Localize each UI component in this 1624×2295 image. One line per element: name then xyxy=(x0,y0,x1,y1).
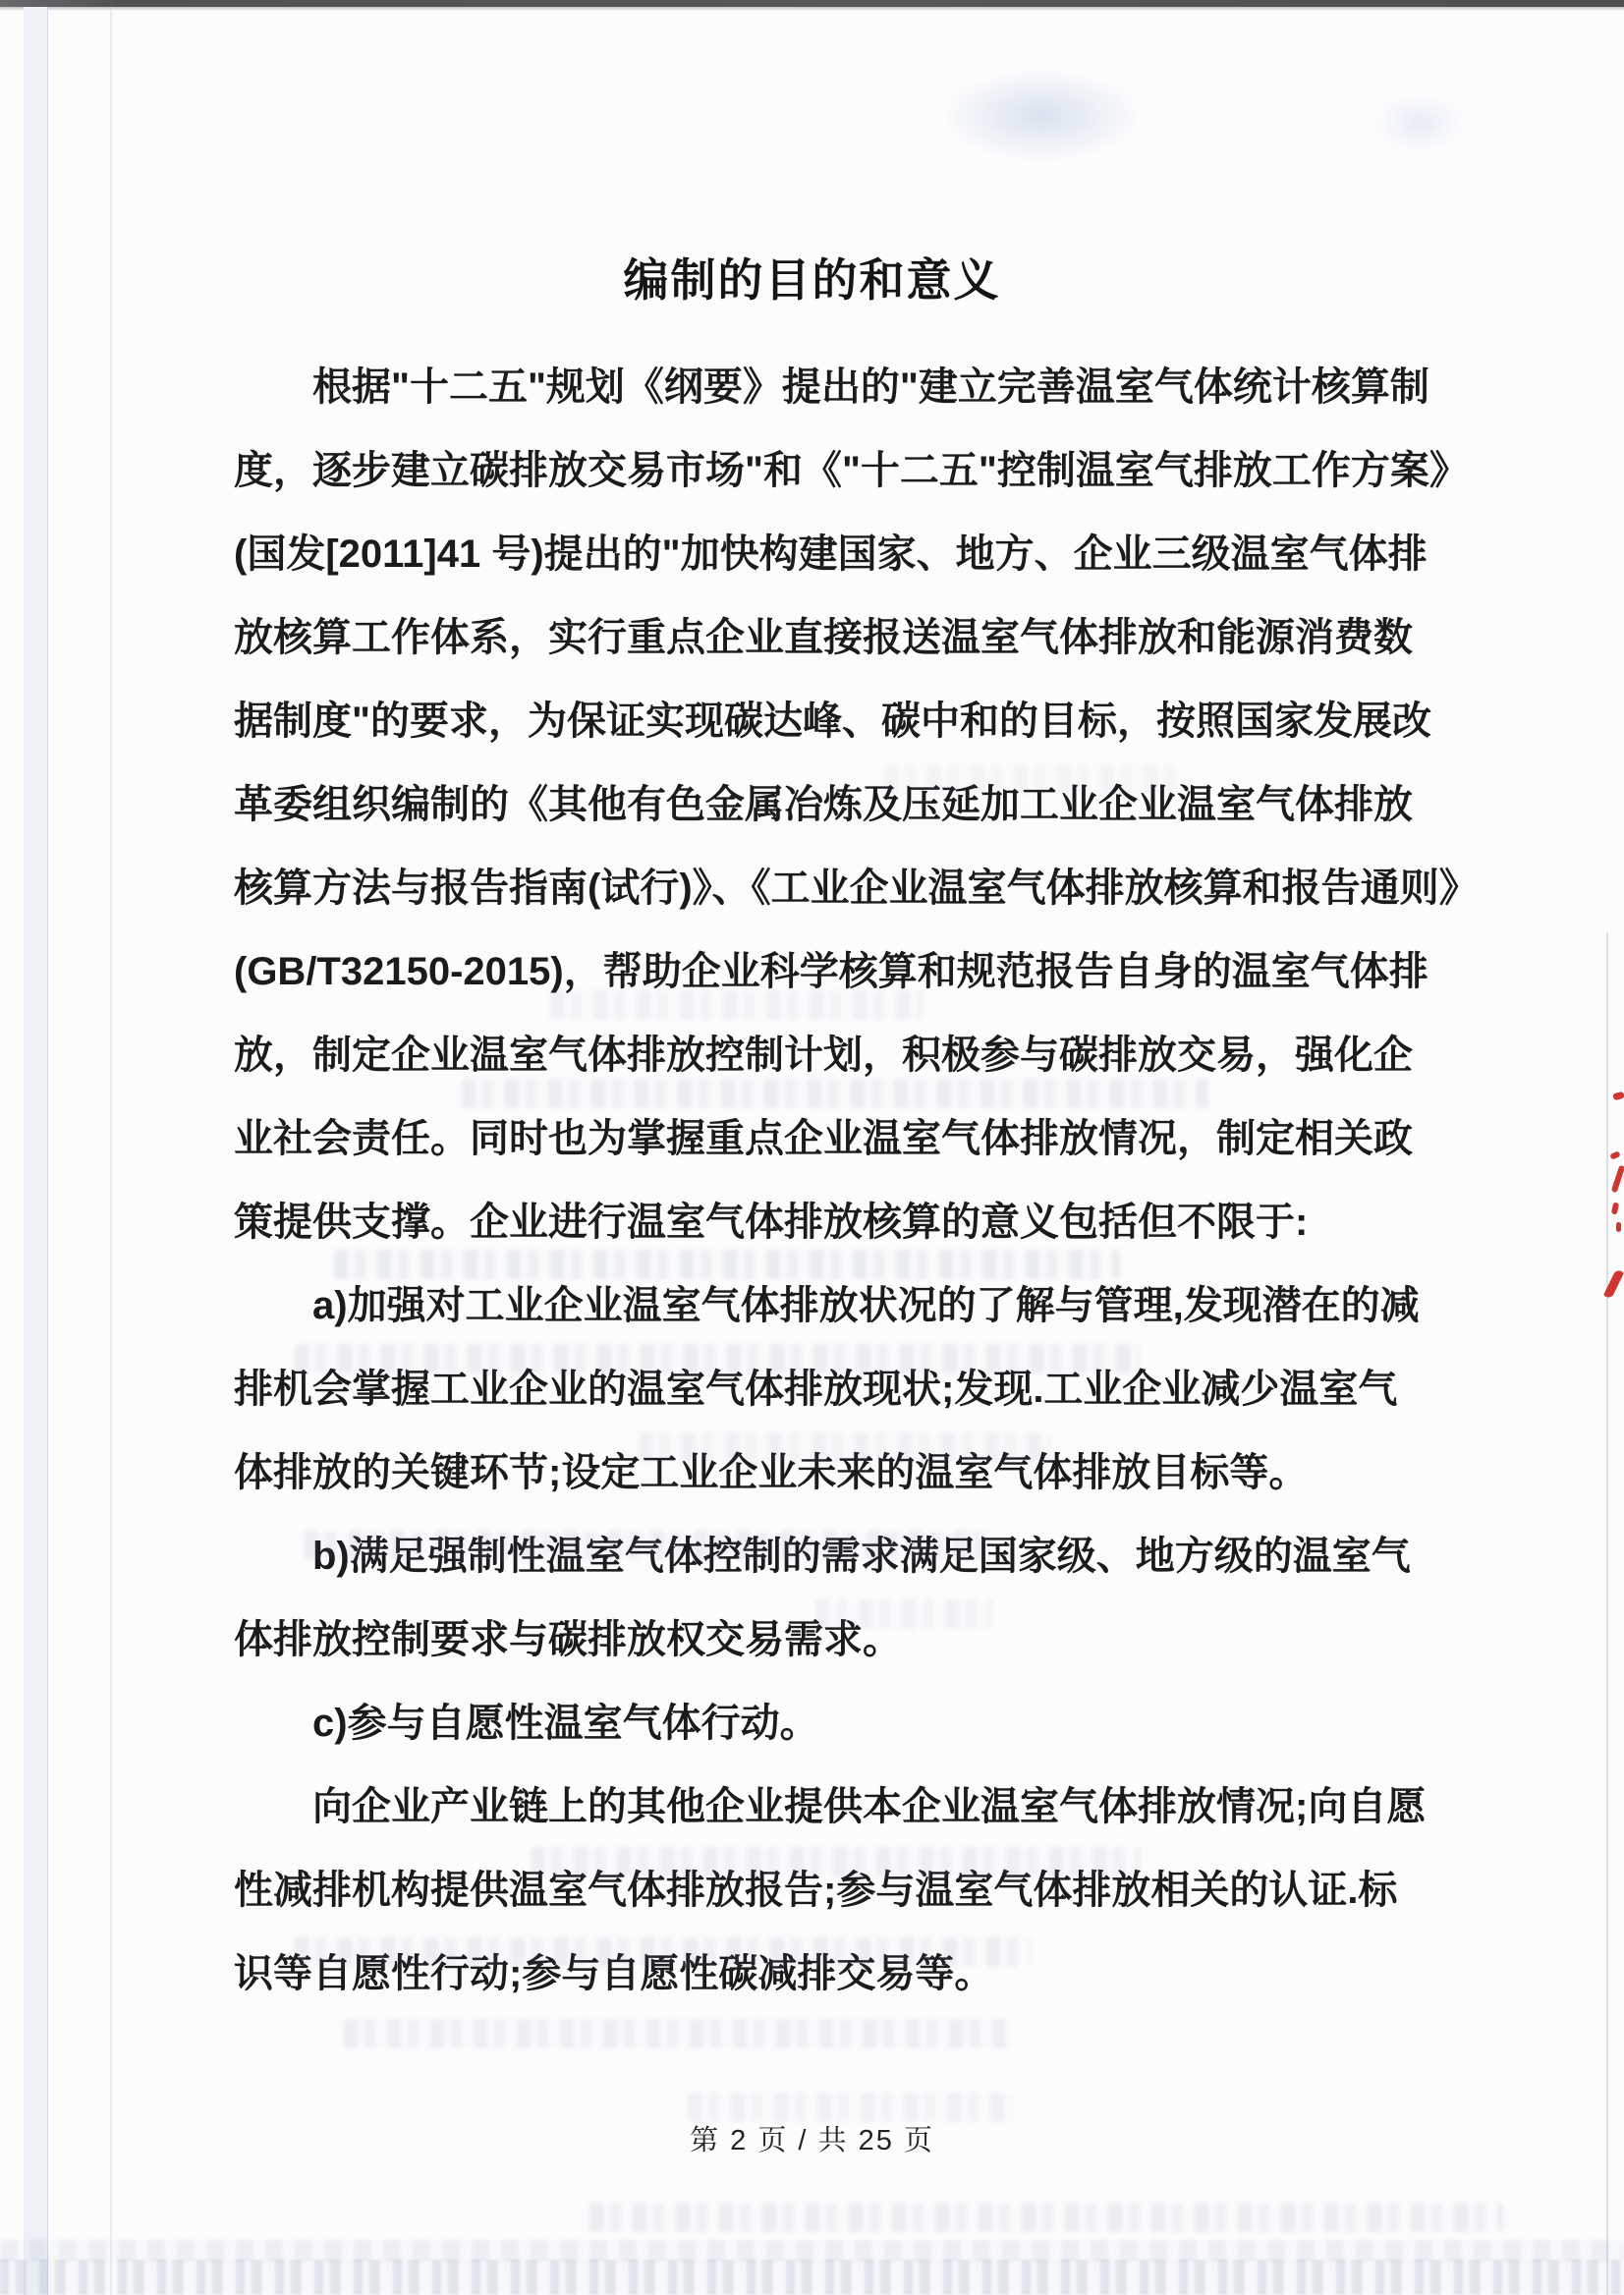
body-line: a)加强对工业企业温室气体排放状况的了解与管理,发现潜在的减 xyxy=(234,1284,1420,1327)
bleed-ghost-row xyxy=(688,2093,1012,2122)
scan-left-hairline xyxy=(110,7,112,2295)
bleed-ghost-row xyxy=(295,1344,1140,1373)
body-line: 度，逐步建立碳排放交易市场"和《"十二五"控制温室气排放工作方案》 xyxy=(234,449,1469,492)
body-line: c)参与自愿性温室气体行动。 xyxy=(234,1702,819,1745)
body-line: 识等自愿性行动;参与自愿性碳减排交易等。 xyxy=(234,1952,994,1995)
bottom-scan-band xyxy=(0,2260,1624,2295)
bleed-ghost-row xyxy=(305,1531,992,1560)
scan-top-edge-shadow xyxy=(0,7,1624,11)
body-line: 放，制定企业温室气体排放控制计划，积极参与碳排放交易，强化企 xyxy=(234,1034,1413,1077)
document-title: 编制的目的和意义 xyxy=(623,254,1001,306)
bleed-ghost-row xyxy=(815,1599,992,1629)
body-line: 体排放控制要求与碳排放权交易需求。 xyxy=(234,1618,902,1661)
scan-smudge xyxy=(1375,93,1464,152)
bleed-ghost-row xyxy=(884,764,1179,794)
body-line: (GB/T32150-2015)，帮助企业科学核算和规范报告自身的温室气体排 xyxy=(234,950,1428,993)
bleed-ghost-row xyxy=(639,1432,1051,1462)
body-line: 核算方法与报告指南(试行)》、《工业企业温室气体排放核算和报告通则》 xyxy=(234,867,1479,910)
body-line: 体排放的关键环节;设定工业企业未来的温室气体排放目标等。 xyxy=(234,1451,1309,1494)
page-number-footer: 第 2 页 / 共 25 页 xyxy=(690,2125,934,2156)
body-line: 据制度"的要求，为保证实现碳达峰、碳中和的目标，按照国家发展改 xyxy=(234,700,1431,743)
body-line: 排机会掌握工业企业的温室气体排放现状;发现.工业企业减少温室气 xyxy=(234,1368,1398,1411)
body-line: 业社会责任。同时也为掌握重点企业温室气体排放情况，制定相关政 xyxy=(234,1117,1413,1160)
red-pen-mark xyxy=(1609,1150,1621,1160)
scan-top-edge xyxy=(0,0,1624,7)
body-line: 根据"十二五"规划《纲要》提出的"建立完善温室气体统计核算制 xyxy=(234,365,1429,409)
red-pen-mark xyxy=(1612,1092,1624,1100)
body-line: 放核算工作体系，实行重点企业直接报送温室气体排放和能源消费数 xyxy=(234,616,1413,659)
body-line: 革委组织编制的《其他有色金属冶炼及压延加工业企业温室气体排放 xyxy=(234,783,1413,826)
scan-smudge xyxy=(943,69,1140,162)
document-body xyxy=(234,346,1479,2016)
body-line: 向企业产业链上的其他企业提供本企业温室气体排放情况;向自愿 xyxy=(234,1785,1427,1828)
bleed-ghost-row xyxy=(344,2019,1012,2048)
bleed-ghost-row xyxy=(334,1250,1120,1279)
bleed-ghost-row xyxy=(295,1937,1032,1967)
scan-right-hairline xyxy=(1606,933,1608,2295)
bleed-ghost-row xyxy=(531,1847,1140,1876)
scan-left-band xyxy=(24,7,48,2295)
red-pen-mark xyxy=(1616,1222,1621,1232)
red-pen-mark xyxy=(1611,1165,1624,1193)
bleed-ghost-row xyxy=(462,1079,1208,1108)
bleed-ghost-row xyxy=(589,2203,1503,2232)
body-line: 性减排机构提供温室气体排放报告;参与温室气体排放相关的认证.标 xyxy=(234,1869,1398,1912)
bottom-scan-band-light xyxy=(0,2240,1624,2262)
body-line: (国发[2011]41 号)提出的"加快构建国家、地方、企业三级温室气体排 xyxy=(234,532,1428,576)
bleed-ghost-row xyxy=(550,990,924,1020)
red-pen-mark xyxy=(1611,1203,1619,1215)
body-line: 策提供支撑。企业进行温室气体排放核算的意义包括但不限于: xyxy=(234,1201,1309,1244)
body-line: b)满足强制性温室气体控制的需求满足国家级、地方级的温室气 xyxy=(234,1535,1411,1578)
